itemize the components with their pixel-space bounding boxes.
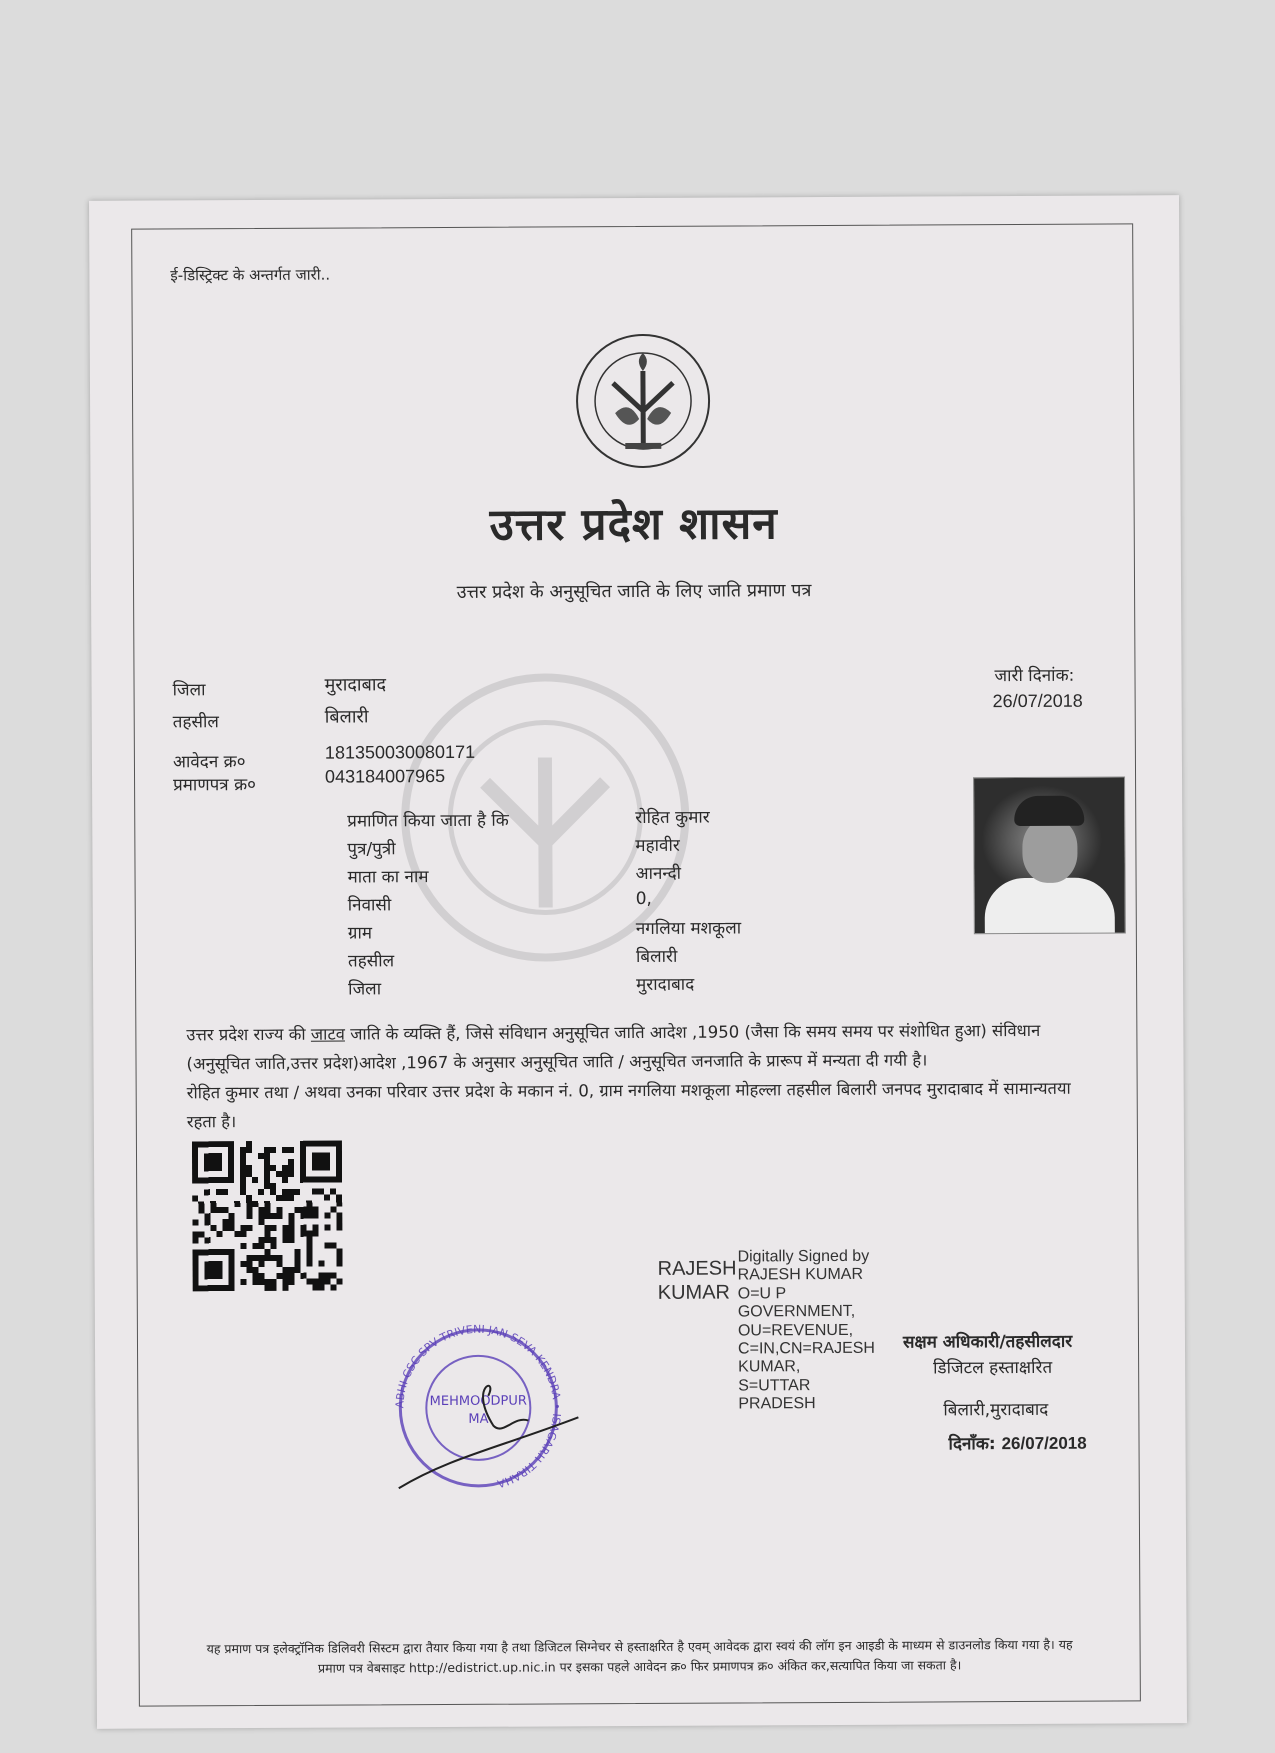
svg-text:MA: MA	[468, 1411, 489, 1427]
signature-detail-line: GOVERNMENT,	[737, 1303, 856, 1321]
detail-value-village: नगलिया मशकूला	[635, 918, 742, 940]
authority-place: बिलारी,मुरादाबाद	[943, 1399, 1049, 1421]
application-no-label: आवेदन क्र०	[172, 752, 246, 773]
tehsil-label: तहसील	[172, 712, 219, 733]
detail-label-tehsil: तहसील	[347, 951, 395, 972]
detail-value-tehsil: बिलारी	[635, 946, 678, 968]
certificate-subtitle: उत्तर प्रदेश के अनुसूचित जाति के लिए जाति प्रमाण पत्र	[456, 580, 812, 603]
detail-label-mother: माता का नाम	[347, 867, 429, 888]
detail-label-village: ग्राम	[347, 923, 373, 944]
detail-value-district: मुरादाबाद	[636, 974, 695, 996]
signature-detail-line: O=U P	[737, 1285, 787, 1303]
detail-value-resident: 0,	[635, 888, 652, 910]
signature-detail-line: C=IN,CN=RAJESH	[737, 1339, 875, 1358]
footer-note: यह प्रमाण पत्र इलेक्ट्रॉनिक डिलिवरी सिस्टम द्वारा तैयार किया गया है तथा डिजिटल सिग्नेचर से हस्ताक्षरित है एवम् आवेदक द्वारा स्वयं की लॉग इन आइडी के माध्यम से डाउनलोड किया गया है। यह प्रमाण पत्र वेबसाइट http://edistrict.up.nic.in पर इसका पहले आवेदन क्र० फिर प्रमाणपत्र क्र० अंकित कर,सत्यापित किया जा सकता है।	[206, 1636, 1073, 1676]
certificate-title: उत्तर प्रदेश शासन	[489, 498, 778, 551]
district-label: जिला	[172, 680, 206, 701]
detail-value-name: रोहित कुमार	[635, 807, 710, 829]
signature-detail-line: S=UTTAR	[738, 1376, 811, 1395]
caste-name: जाटव	[310, 1024, 345, 1044]
signer-name: RAJESH KUMAR	[657, 1257, 737, 1304]
residence-statement: रोहित कुमार तथा / अथवा उनका परिवार उत्तर प्रदेश के मकान नं. 0, ग्राम नगलिया मशकूला मोहल्ला तहसील बिलारी जनपद मुरादाबाद में सामान्यतया रहता है।	[186, 1078, 1071, 1131]
authority-title: सक्षम अधिकारी/तहसीलदार	[902, 1331, 1073, 1353]
application-no-value: 181350030080171	[324, 741, 476, 763]
certificate-frame	[131, 223, 1141, 1706]
detail-label-certified: प्रमाणित किया जाता है कि	[347, 810, 509, 832]
svg-text:MEHMOODPUR: MEHMOODPUR	[429, 1393, 527, 1410]
certificate-body-paragraph: उत्तर प्रदेश राज्य की जाटव जाति के व्यक्ति हैं, जिसे संविधान अनुसूचित जाति आदेश ,1950 (जैसा कि समय समय पर संशोधित हुआ) संविधान (अनुसूचित जाति,उत्तर प्रदेश)आदेश ,1967 के अनुसार अनुसूचित जाति / अनुसूचित जनजाति के प्रारूप में मन्यता दी गयी है। रोहित कुमार तथा / अथवा उनका परिवार उत्तर प्रदेश के मकान नं. 0, ग्राम नगलिया मशकूला मोहल्ला तहसील बिलारी जनपद मुरादाबाद में सामान्यतया रहता है।	[186, 1020, 1071, 1131]
issue-date-label: जारी दिनांक:	[994, 665, 1075, 687]
header-note: ई-डिस्ट्रिक्ट के अन्तर्गत जारी..	[170, 265, 331, 285]
authority-subtitle: डिजिटल हस्ताक्षरित	[933, 1357, 1053, 1379]
detail-label-resident: निवासी	[347, 895, 392, 916]
signature-detail-line: RAJESH KUMAR	[737, 1266, 864, 1284]
signature-detail-line: Digitally Signed by	[737, 1247, 870, 1266]
up-government-emblem	[573, 331, 714, 472]
signature-detail-line: KUMAR,	[738, 1358, 801, 1376]
detail-label-district: जिला	[348, 979, 382, 1000]
detail-value-mother: आनन्दी	[635, 863, 682, 885]
certificate-no-value: 043184007965	[324, 766, 446, 787]
csc-rubber-stamp	[378, 1307, 609, 1508]
certificate-no-label: प्रमाणपत्र क्र०	[173, 774, 256, 796]
signature-detail-line: PRADESH	[738, 1395, 816, 1413]
qr-code	[192, 1141, 343, 1292]
svg-text:ABHI CSC SPV TRIVENI JAN SEVA: ABHI CSC SPV TRIVENI JAN SEVA KENDRA • ISAGARH TIRAHA	[393, 1322, 564, 1491]
authority-date: दिनाँक: 26/07/2018	[948, 1433, 1087, 1455]
issue-date-value: 26/07/2018	[992, 690, 1083, 712]
digital-signature-details	[738, 1248, 876, 1414]
certificate-page	[89, 195, 1187, 1729]
signature-detail-line: OU=REVENUE,	[737, 1321, 854, 1340]
district-value: मुरादाबाद	[324, 674, 387, 695]
applicant-photo	[973, 776, 1126, 934]
detail-label-parent: पुत्र/पुत्री	[347, 839, 396, 860]
detail-value-father: महावीर	[635, 835, 680, 857]
tehsil-value: बिलारी	[324, 706, 369, 727]
